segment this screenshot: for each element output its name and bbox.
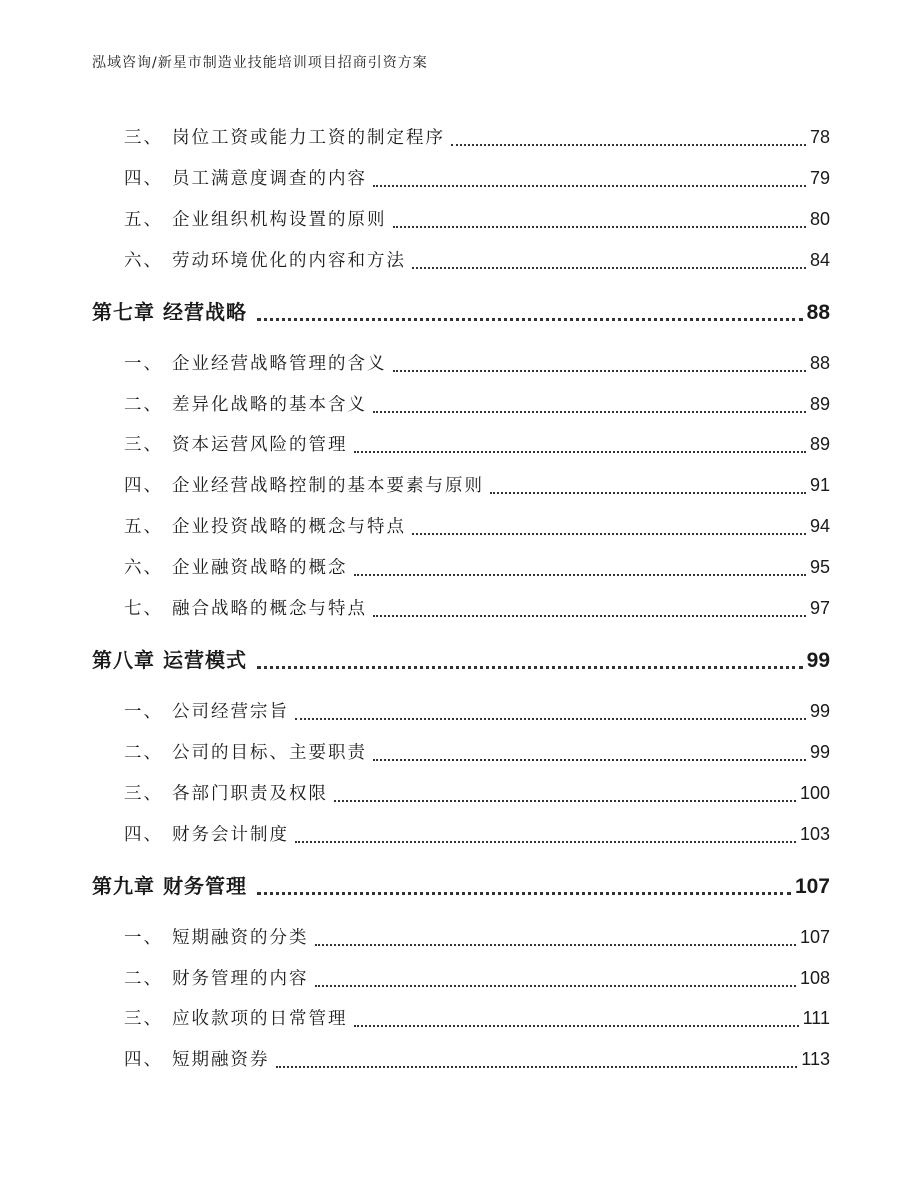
toc-entry-number: 一、 xyxy=(124,354,163,374)
toc-chapter-page: 107 xyxy=(794,875,830,898)
toc-leader-dots xyxy=(334,800,796,802)
toc-entry-title: 企业投资战略的概念与特点 xyxy=(172,517,406,537)
toc-entry[interactable] xyxy=(124,165,830,190)
toc-chapter-page: 88 xyxy=(806,301,830,324)
toc-entry-number: 二、 xyxy=(124,969,163,989)
toc-entry-title: 短期融资券 xyxy=(172,1050,270,1070)
toc-entry-page: 89 xyxy=(809,394,830,414)
toc-entry-page: 95 xyxy=(809,557,830,577)
toc-entry-page: 94 xyxy=(809,516,830,536)
toc-entry[interactable] xyxy=(124,821,830,846)
toc-entry-page: 84 xyxy=(809,250,830,270)
toc-entry-page: 88 xyxy=(809,353,830,373)
toc-entry-number: 三、 xyxy=(124,128,163,148)
toc-entry-number: 三、 xyxy=(124,1009,163,1029)
toc-entry[interactable] xyxy=(124,595,830,620)
toc-entry-number: 四、 xyxy=(124,476,163,496)
toc-leader-dots xyxy=(276,1066,798,1068)
running-header: 泓域咨询/新星市制造业技能培训项目招商引资方案 xyxy=(92,55,428,71)
toc-entry-page: 111 xyxy=(802,1008,830,1028)
toc-leader-dots xyxy=(412,533,806,535)
toc-entry-page: 91 xyxy=(809,475,830,495)
toc-entry-title: 公司的目标、主要职责 xyxy=(172,743,367,763)
toc-leader-dots xyxy=(451,144,806,146)
toc-entry[interactable] xyxy=(124,698,830,723)
toc-entry-title: 短期融资的分类 xyxy=(172,928,309,948)
toc-entry-number: 六、 xyxy=(124,558,163,578)
toc-leader-dots xyxy=(295,718,806,720)
toc-entry-page: 108 xyxy=(799,968,830,988)
toc-entry-title: 资本运营风险的管理 xyxy=(172,435,348,455)
toc-leader-dots xyxy=(373,759,806,761)
toc-entry[interactable] xyxy=(124,780,830,805)
toc-entry-title: 岗位工资或能力工资的制定程序 xyxy=(172,128,445,148)
toc-entry[interactable] xyxy=(124,124,830,149)
toc-leader-dots xyxy=(354,1025,799,1027)
toc-leader-dots xyxy=(373,411,806,413)
toc-entry[interactable] xyxy=(124,739,830,764)
toc-entry[interactable] xyxy=(124,1046,830,1071)
toc-entry[interactable] xyxy=(124,247,830,272)
toc-entry-number: 四、 xyxy=(124,169,163,189)
toc-leader-dots xyxy=(412,267,806,269)
toc-entry-title: 企业融资战略的概念 xyxy=(172,558,348,578)
toc-entry-page: 78 xyxy=(809,127,830,147)
toc-entry-number: 一、 xyxy=(124,928,163,948)
toc-entry-page: 113 xyxy=(801,1049,830,1069)
toc-entry-page: 107 xyxy=(799,927,830,947)
toc-entry[interactable] xyxy=(124,924,830,949)
toc-entry-page: 103 xyxy=(799,824,830,844)
toc-entry[interactable] xyxy=(124,1005,830,1030)
toc-leader-dots xyxy=(257,892,791,895)
toc-entry-title: 财务会计制度 xyxy=(172,825,289,845)
toc-chapter[interactable] xyxy=(92,644,830,673)
toc-entry-title: 企业经营战略控制的基本要素与原则 xyxy=(172,476,484,496)
toc-chapter[interactable] xyxy=(92,870,830,899)
toc-chapter-title: 财务管理 xyxy=(163,874,247,898)
toc-entry[interactable] xyxy=(124,391,830,416)
toc-entry[interactable] xyxy=(124,206,830,231)
toc-entry[interactable] xyxy=(124,554,830,579)
toc-entry-title: 企业经营战略管理的含义 xyxy=(172,354,387,374)
toc-entry-title: 劳动环境优化的内容和方法 xyxy=(172,251,406,271)
toc-leader-dots xyxy=(490,492,806,494)
toc-leader-dots xyxy=(315,985,796,987)
toc-entry-number: 一、 xyxy=(124,702,163,722)
toc-entry-title: 企业组织机构设置的原则 xyxy=(172,210,387,230)
toc-entry-number: 七、 xyxy=(124,599,163,619)
toc-entry-title: 应收款项的日常管理 xyxy=(172,1009,348,1029)
toc-entry-page: 99 xyxy=(809,742,830,762)
toc-entry-number: 二、 xyxy=(124,395,163,415)
toc-entry-title: 员工满意度调查的内容 xyxy=(172,169,367,189)
toc-chapter-title: 运营模式 xyxy=(163,648,247,672)
toc-chapter-title: 经营战略 xyxy=(163,300,247,324)
toc-leader-dots xyxy=(373,185,806,187)
toc-entry-page: 100 xyxy=(799,783,830,803)
toc-leader-dots xyxy=(257,666,803,669)
toc-entry-title: 差异化战略的基本含义 xyxy=(172,395,367,415)
toc-chapter-number: 第八章 xyxy=(92,648,155,672)
toc-chapter[interactable] xyxy=(92,296,830,325)
toc-entry-title: 公司经营宗旨 xyxy=(172,702,289,722)
toc-leader-dots xyxy=(295,841,796,843)
toc-entry-page: 97 xyxy=(809,598,830,618)
toc-entry-page: 80 xyxy=(809,209,830,229)
toc-leader-dots xyxy=(354,574,806,576)
toc-entry-number: 三、 xyxy=(124,784,163,804)
toc-entry[interactable] xyxy=(124,965,830,990)
toc-chapter-number: 第七章 xyxy=(92,300,155,324)
toc-entry[interactable] xyxy=(124,513,830,538)
toc-chapter-number: 第九章 xyxy=(92,874,155,898)
toc-leader-dots xyxy=(373,615,806,617)
toc-entry-title: 融合战略的概念与特点 xyxy=(172,599,367,619)
toc-entry-page: 99 xyxy=(809,701,830,721)
toc-entry-number: 四、 xyxy=(124,825,163,845)
toc-entry-number: 六、 xyxy=(124,251,163,271)
toc-leader-dots xyxy=(315,944,796,946)
toc-entry-number: 二、 xyxy=(124,743,163,763)
toc-entry[interactable] xyxy=(124,431,830,456)
toc-entry-number: 五、 xyxy=(124,210,163,230)
toc-leader-dots xyxy=(354,451,806,453)
toc-leader-dots xyxy=(393,226,806,228)
toc-entry-number: 三、 xyxy=(124,435,163,455)
toc-entry-number: 四、 xyxy=(124,1050,163,1070)
toc-chapter-page: 99 xyxy=(806,649,830,672)
toc-leader-dots xyxy=(257,318,803,321)
toc-entry[interactable] xyxy=(124,472,830,497)
toc-entry-page: 79 xyxy=(809,168,830,188)
toc-entry-number: 五、 xyxy=(124,517,163,537)
toc-entry[interactable] xyxy=(124,350,830,375)
toc-leader-dots xyxy=(393,370,806,372)
toc-entry-title: 财务管理的内容 xyxy=(172,969,309,989)
toc-entry-title: 各部门职责及权限 xyxy=(172,784,328,804)
toc-entry-page: 89 xyxy=(809,434,830,454)
